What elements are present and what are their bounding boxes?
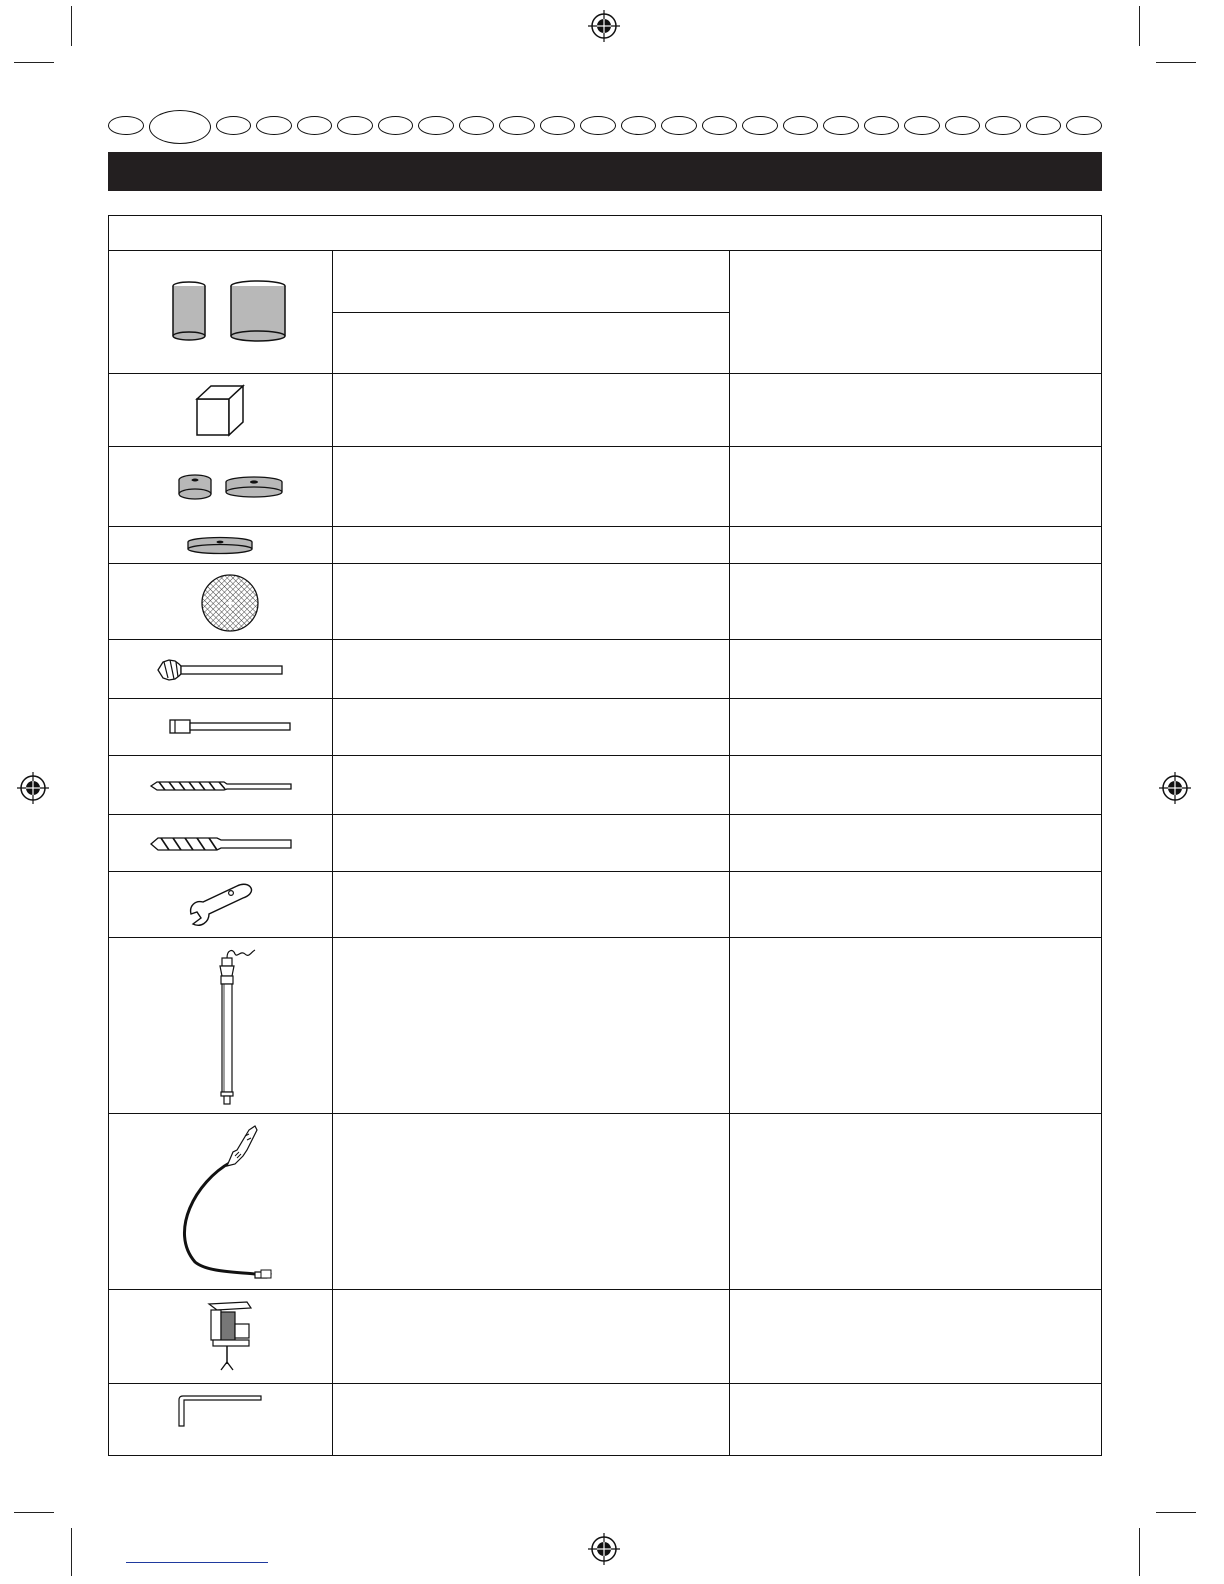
row-description [333,374,730,446]
registration-mark-icon [587,9,621,43]
row-description [333,251,730,373]
polishing-disc-icon [185,536,255,556]
table-row [109,872,1101,938]
row-image [109,872,333,937]
language-tab[interactable] [1066,116,1102,135]
crop-mark [1139,6,1140,46]
footer-rule [126,1562,268,1563]
table-row [109,374,1101,447]
language-tab[interactable] [661,116,697,135]
flexible-shaft-icon [175,1122,285,1284]
table-row [109,815,1101,872]
crop-mark [71,1528,72,1576]
row-image [109,447,333,526]
clamp-icon [203,1298,263,1378]
row-image [109,938,333,1113]
description-lower [333,313,349,374]
language-tab[interactable] [216,116,252,135]
row-image [109,815,333,871]
language-tab[interactable] [621,116,657,135]
row-description [333,756,730,814]
row-quantity [730,938,1101,1113]
row-quantity [730,1384,1101,1455]
language-tab[interactable] [945,116,981,135]
language-tab[interactable] [823,116,859,135]
crop-mark [14,1512,54,1513]
crop-mark [1156,62,1196,63]
language-tab[interactable] [742,116,778,135]
row-quantity [730,640,1101,698]
table-row [109,699,1101,756]
accessory-table [108,215,1102,1456]
drill-bit-small-icon [149,776,294,796]
table-row [109,938,1101,1114]
drill-bit-large-icon [149,833,294,855]
row-quantity [730,872,1101,937]
language-tabs [108,112,1102,146]
row-image [109,699,333,755]
registration-mark-icon [1158,771,1192,805]
language-tab[interactable] [580,116,616,135]
row-divider [333,312,729,313]
cutting-disc-icon [199,572,261,634]
row-quantity [730,251,1101,373]
language-tab[interactable] [337,116,373,135]
language-tab[interactable] [459,116,495,135]
row-quantity [730,815,1101,871]
table-row [109,527,1101,564]
crop-mark [14,62,54,63]
row-description [333,938,730,1113]
language-tab[interactable] [108,116,144,135]
row-image [109,251,333,373]
engraving-cutter-icon [155,656,285,684]
row-quantity [730,564,1101,639]
row-description [333,1114,730,1289]
row-image [109,1384,333,1455]
table-row [109,251,1101,374]
language-tab[interactable] [149,110,211,144]
hanging-stand-icon [209,946,259,1106]
language-tab[interactable] [864,116,900,135]
row-quantity [730,374,1101,446]
description-upper [333,251,729,312]
sanding-band-icon [159,276,299,346]
table-row [109,1384,1101,1455]
row-image [109,640,333,698]
row-image [109,527,333,563]
table-row [109,640,1101,699]
language-tab[interactable] [499,116,535,135]
table-row [109,1114,1101,1290]
registration-mark-icon [587,1532,621,1566]
language-tab[interactable] [904,116,940,135]
row-quantity [730,1114,1101,1289]
language-tab[interactable] [985,116,1021,135]
language-tab[interactable] [378,116,414,135]
language-tab[interactable] [256,116,292,135]
language-tab[interactable] [783,116,819,135]
row-description [333,872,730,937]
row-description [333,527,730,563]
row-image [109,564,333,639]
row-description [333,815,730,871]
grinding-wheel-icon [173,471,293,503]
language-tab[interactable] [540,116,576,135]
row-description [333,1290,730,1383]
table-header [109,216,1101,251]
language-tab[interactable] [702,116,738,135]
row-image [109,1114,333,1289]
crop-mark [1139,1528,1140,1576]
registration-mark-icon [16,771,50,805]
row-description [333,640,730,698]
row-description [333,1384,730,1455]
crop-mark [71,6,72,46]
row-quantity [730,527,1101,563]
table-row [109,756,1101,815]
row-quantity [730,447,1101,526]
table-row [109,564,1101,640]
section-title-bar [108,152,1102,191]
table-row [109,1290,1101,1384]
row-image [109,374,333,446]
wrench-icon [187,880,257,932]
crop-mark [1156,1512,1196,1513]
row-description [333,699,730,755]
row-description [333,564,730,639]
language-tab[interactable] [297,116,333,135]
mandrel-icon [167,715,297,739]
language-tab[interactable] [418,116,454,135]
table-row [109,447,1101,527]
row-quantity [730,756,1101,814]
row-image [109,1290,333,1383]
row-image [109,756,333,814]
row-description [333,447,730,526]
row-quantity [730,1290,1101,1383]
sanding-block-icon [191,383,261,439]
row-quantity [730,699,1101,755]
language-tab[interactable] [1026,116,1062,135]
hex-key-icon [173,1390,265,1430]
